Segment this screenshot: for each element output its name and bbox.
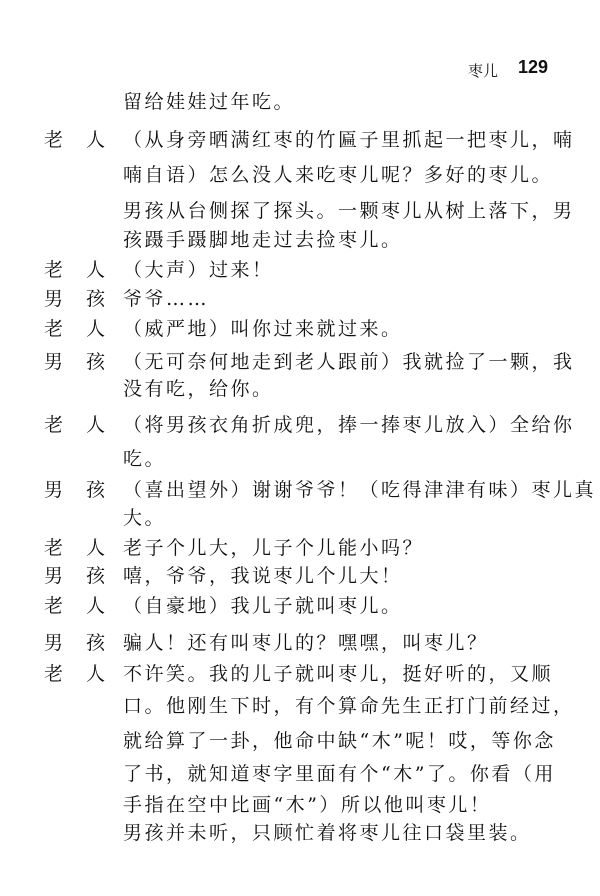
speaker-name: 孩: [86, 351, 106, 373]
speaker-name: 老: [44, 595, 64, 617]
speaker-name: 人: [86, 129, 106, 151]
chapter-title: 枣儿: [468, 62, 499, 80]
speaker-name: 男: [44, 632, 64, 654]
line-text: （自豪地）我儿子就叫枣儿。: [123, 595, 403, 617]
dialogue-line: [0, 410, 600, 440]
line-text: （从身旁晒满红枣的竹匾子里抓起一把枣儿，喃: [123, 129, 575, 151]
line-text: 爷爷……: [123, 288, 210, 310]
speaker-name: 人: [86, 318, 106, 340]
speaker-name: 人: [86, 537, 106, 559]
text-line: [0, 444, 600, 474]
line-text: 老子个儿大，儿子个儿能小吗？: [123, 537, 425, 559]
speaker-name: 男: [44, 351, 64, 373]
speaker-name: 男: [44, 565, 64, 587]
text-line: [0, 759, 600, 789]
text-line: [0, 691, 600, 721]
line-text: 手指在空中比画“木”）所以他叫枣儿！: [123, 794, 492, 816]
dialogue-line: [0, 347, 600, 377]
dialogue-line: [0, 314, 600, 344]
line-text: 大。: [123, 507, 167, 529]
line-text: （将男孩衣角折成兜，捧一捧枣儿放入）全给你: [123, 414, 575, 436]
text-line: [0, 160, 600, 190]
speaker-name: 老: [44, 259, 64, 281]
speaker-name: 孩: [86, 632, 106, 654]
line-text: 喃自语）怎么没人来吃枣儿呢？多好的枣儿。: [123, 164, 554, 186]
speaker-name: 老: [44, 663, 64, 685]
line-text: （无可奈何地走到老人跟前）我就捡了一颗，我: [123, 351, 575, 373]
dialogue-line: [0, 561, 600, 591]
speaker-name: 老: [44, 129, 64, 151]
speaker-name: 孩: [86, 565, 106, 587]
line-text: （喜出望外）谢谢爷爷！（吃得津津有味）枣儿真: [123, 479, 597, 501]
dialogue-line: [0, 125, 600, 155]
dialogue-line: [0, 255, 600, 285]
line-text: 男孩并未听，只顾忙着将枣儿往口袋里装。: [123, 822, 532, 844]
text-line: [0, 503, 600, 533]
speaker-name: 老: [44, 537, 64, 559]
line-text: （威严地）叫你过来就过来。: [123, 318, 403, 340]
speaker-name: 人: [86, 259, 106, 281]
dialogue-line: [0, 284, 600, 314]
line-text: 嘻，爷爷，我说枣儿个儿大！: [123, 565, 403, 587]
speaker-name: 男: [44, 288, 64, 310]
speaker-name: 孩: [86, 479, 106, 501]
page-number: 129: [518, 57, 549, 77]
line-text: 口。他刚生下时，有个算命先生正打门前经过，: [123, 695, 575, 717]
dialogue-line: [0, 591, 600, 621]
line-text: 没有吃，给你。: [123, 378, 274, 400]
dialogue-line: [0, 533, 600, 563]
line-text: 男孩从台侧探了探头。一颗枣儿从树上落下，男: [123, 200, 575, 222]
dialogue-line: [0, 628, 600, 658]
speaker-name: 男: [44, 479, 64, 501]
text-line: [0, 87, 600, 117]
text-line: [0, 726, 600, 756]
speaker-name: 老: [44, 414, 64, 436]
text-line: [0, 374, 600, 404]
line-text: 了书，就知道枣字里面有个“木”了。你看（用: [123, 763, 556, 785]
line-text: 就给算了一卦，他命中缺“木”呢！哎，等你念: [123, 730, 556, 752]
line-text: 骗人！还有叫枣儿的？嘿嘿，叫枣儿？: [123, 632, 489, 654]
speaker-name: 老: [44, 318, 64, 340]
line-text: （大声）过来！: [123, 259, 274, 281]
text-line: [0, 225, 600, 255]
speaker-name: 人: [86, 595, 106, 617]
speaker-name: 孩: [86, 288, 106, 310]
speaker-name: 人: [86, 663, 106, 685]
dialogue-line: [0, 659, 600, 689]
text-line: [0, 196, 600, 226]
speaker-name: 人: [86, 414, 106, 436]
text-line: [0, 818, 600, 848]
line-text: 孩蹑手蹑脚地走过去捡枣儿。: [123, 229, 403, 251]
dialogue-line: [0, 475, 600, 505]
text-line: [0, 790, 600, 820]
line-text: 不许笑。我的儿子就叫枣儿，挺好听的，又顺: [123, 663, 554, 685]
line-text: 留给娃娃过年吃。: [123, 91, 296, 113]
line-text: 吃。: [123, 448, 167, 470]
